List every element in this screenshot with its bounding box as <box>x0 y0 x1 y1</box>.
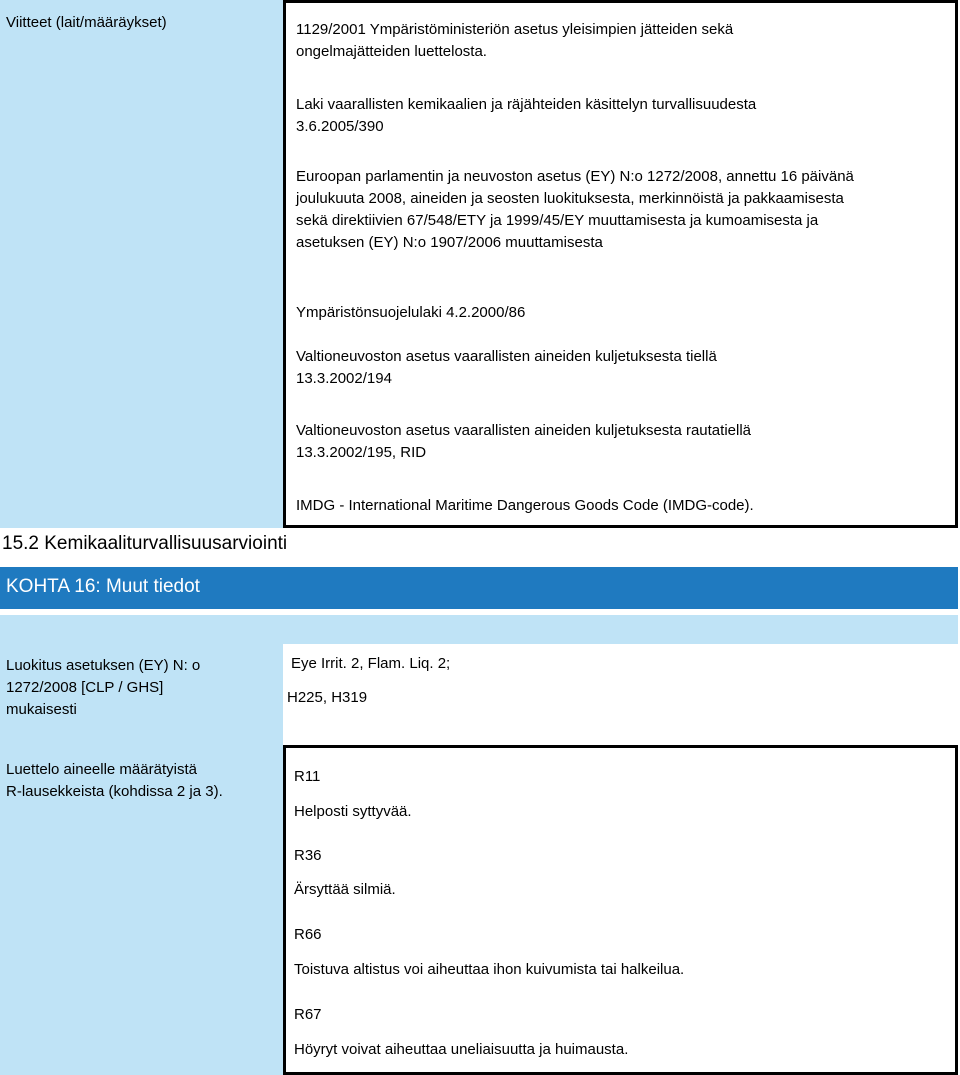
section-16-header: KOHTA 16: Muut tiedot <box>0 567 958 609</box>
ref-item: Euroopan parlamentin ja neuvoston asetus (EY) N:o 1272/2008, annettu 16 päivänä joulukuuta 2008, aineiden ja seosten luokituksesta, merkinnöistä ja pakkaamisesta sekä direktiivien 67/548/ETY ja 1999/45/EY muuttamisesta ja kumoamisesta ja asetuksen (EY) N:o 1907/2006 muuttamisesta <box>296 168 854 251</box>
r-phrase-text: Höyryt voivat aiheuttaa uneliaisuutta ja huimausta. <box>294 1041 629 1058</box>
r-phrase-text: Ärsyttää silmiä. <box>294 881 396 898</box>
r-phrase-code: R66 <box>294 926 322 943</box>
classification-hazard-classes: Eye Irrit. 2, Flam. Liq. 2; <box>291 655 451 672</box>
refs-label: Viitteet (lait/määräykset) <box>6 14 167 31</box>
r-phrases-content-box <box>283 745 958 1075</box>
r-phrase-code: R67 <box>294 1006 322 1023</box>
ref-item: Ympäristönsuojelulaki 4.2.2000/86 <box>296 304 526 321</box>
r-phrase-code: R11 <box>294 768 321 785</box>
r-phrase-code: R36 <box>294 847 322 864</box>
refs-content-box <box>283 0 958 528</box>
ref-item: Valtioneuvoston asetus vaarallisten aineiden kuljetuksesta rautatiellä 13.3.2002/195, RID <box>296 422 752 461</box>
ref-item: IMDG - International Maritime Dangerous Goods Code (IMDG-code). <box>296 497 754 514</box>
classification-top-strip <box>283 615 958 644</box>
r-phrase-text: Toistuva altistus voi aiheuttaa ihon kuivumista tai halkeilua. <box>294 961 685 978</box>
r-phrase-text: Helposti syttyvää. <box>294 803 412 820</box>
r-phrases-label-cell: Luettelo aineelle määrätyistä R-lausekkeista (kohdissa 2 ja 3). <box>0 745 283 1075</box>
ref-item: 1129/2001 Ympäristöministeriön asetus yleisimpien jätteiden sekä ongelmajätteiden luettelosta. <box>296 21 734 60</box>
classification-label-cell: Luokitus asetuksen (EY) N: o 1272/2008 [CLP / GHS] mukaisesti <box>0 615 283 745</box>
refs-label-cell <box>0 0 283 528</box>
ref-item: Valtioneuvoston asetus vaarallisten aineiden kuljetuksesta tiellä 13.3.2002/194 <box>296 348 717 387</box>
section-15-2-heading: 15.2 Kemikaaliturvallisuusarviointi <box>2 533 288 554</box>
classification-h-statements: H225, H319 <box>287 689 368 706</box>
classification-value-cell <box>283 644 958 745</box>
ref-item: Laki vaarallisten kemikaalien ja räjähteiden käsittelyn turvallisuudesta 3.6.2005/390 <box>296 96 757 135</box>
